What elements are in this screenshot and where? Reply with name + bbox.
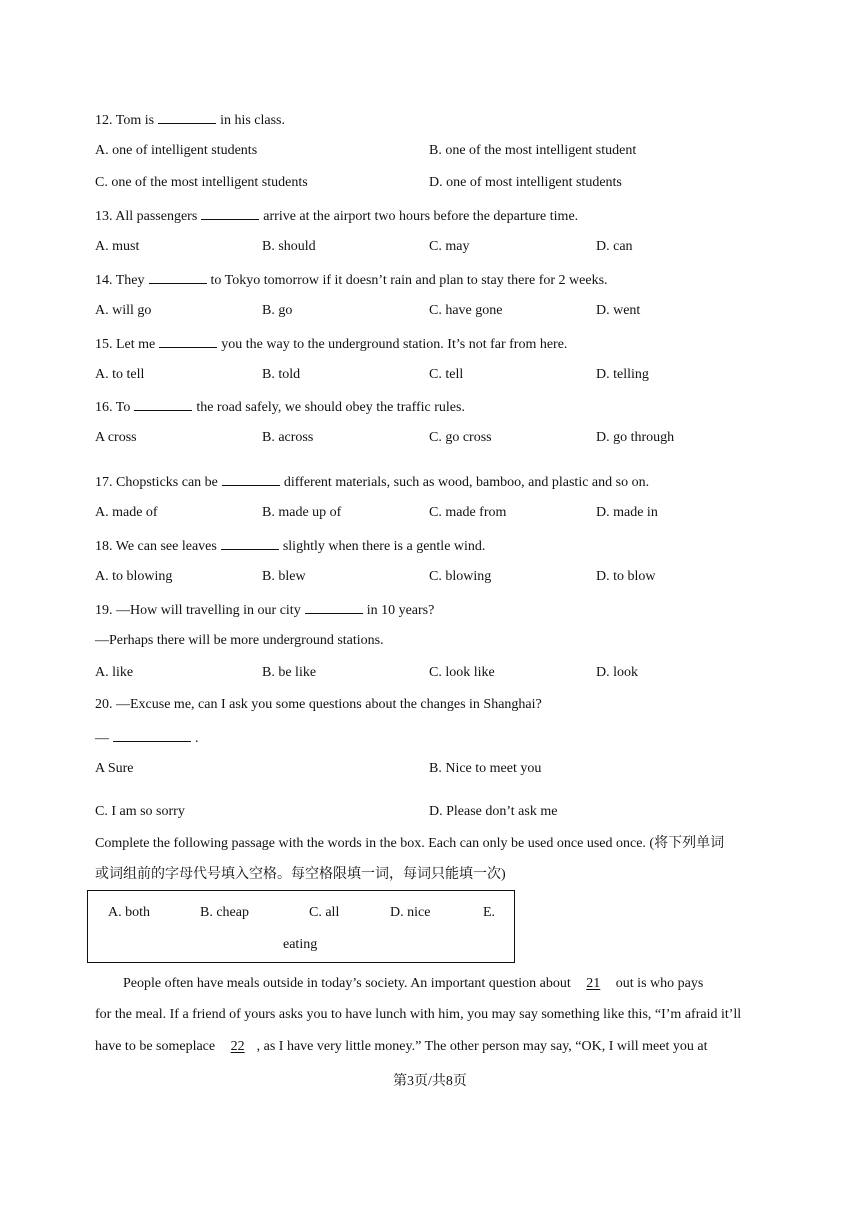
option-d[interactable]: D. went bbox=[596, 303, 641, 318]
passage-text: have to be someplace bbox=[95, 1039, 216, 1054]
question-text-after: arrive at the airport two hours before the departure time. bbox=[263, 209, 579, 224]
passage-line bbox=[123, 975, 703, 993]
period: . bbox=[195, 731, 199, 746]
option-b[interactable]: B. be like bbox=[262, 665, 317, 680]
passage-text: , as I have very little money.” The other person may say, “OK, I will meet you at bbox=[256, 1039, 708, 1054]
option-a[interactable]: A. like bbox=[95, 665, 134, 680]
word-box-item: A. both bbox=[108, 905, 150, 920]
option-c[interactable]: C. go cross bbox=[429, 430, 492, 445]
question-20-reply bbox=[95, 728, 199, 748]
question-text-after: different materials, such as wood, bamboo, and plastic and so on. bbox=[283, 475, 650, 490]
word-box-item: E. bbox=[483, 905, 496, 920]
page-footer: 第3页/共8页 bbox=[393, 1074, 467, 1089]
question-text-before: Chopsticks can be bbox=[116, 475, 218, 490]
option-c[interactable]: C. look like bbox=[429, 665, 495, 680]
option-a[interactable]: A. to blowing bbox=[95, 569, 173, 584]
answer-blank[interactable] bbox=[134, 397, 192, 411]
question-text-before: We can see leaves bbox=[115, 539, 217, 554]
question-number: 13. bbox=[95, 209, 113, 224]
option-b[interactable]: B. should bbox=[262, 239, 316, 254]
section-instructions-cn: 或词组前的字母代号填入空格。每空格限填一词，每词只能填一次) bbox=[95, 867, 506, 882]
question-number: 18. bbox=[95, 539, 113, 554]
question-text-after: the road safely, we should obey the traffic rules. bbox=[196, 400, 465, 415]
answer-blank[interactable] bbox=[149, 270, 207, 284]
passage-line: for the meal. If a friend of yours asks you to have lunch with him, you may say something like this, “I’m afraid it’ll bbox=[95, 1007, 742, 1022]
section-instructions: Complete the following passage with the words in the box. Each can only be used once used once. (将下列单词 bbox=[95, 836, 725, 851]
option-c[interactable]: C. tell bbox=[429, 367, 464, 382]
option-d[interactable]: D. one of most intelligent students bbox=[429, 175, 622, 190]
dash: — bbox=[95, 731, 109, 746]
answer-blank[interactable] bbox=[305, 600, 363, 614]
answer-blank[interactable] bbox=[201, 206, 259, 220]
option-c[interactable]: C. blowing bbox=[429, 569, 492, 584]
question-15-stem bbox=[95, 334, 567, 354]
option-d[interactable]: D. to blow bbox=[596, 569, 656, 584]
passage-blank-21[interactable]: 21 bbox=[586, 976, 601, 991]
option-a[interactable]: A. one of intelligent students bbox=[95, 143, 258, 158]
answer-blank[interactable] bbox=[159, 334, 217, 348]
question-text: —Excuse me, can I ask you some questions about the changes in Shanghai? bbox=[116, 697, 542, 712]
question-16-stem bbox=[95, 397, 465, 417]
passage-blank-22[interactable]: 22 bbox=[230, 1039, 245, 1054]
option-d[interactable]: D. made in bbox=[596, 505, 658, 520]
question-text-before: They bbox=[115, 273, 145, 288]
question-14-stem bbox=[95, 270, 608, 290]
answer-blank[interactable] bbox=[158, 110, 216, 124]
question-text-after: slightly when there is a gentle wind. bbox=[282, 539, 486, 554]
question-text-before: —How will travelling in our city bbox=[116, 603, 301, 618]
question-number: 16. bbox=[95, 400, 113, 415]
question-18-stem bbox=[95, 536, 485, 556]
option-a[interactable]: A. made of bbox=[95, 505, 158, 520]
option-b[interactable]: B. made up of bbox=[262, 505, 342, 520]
question-number: 20. bbox=[95, 697, 113, 712]
passage-text: People often have meals outside in today’s society. An important question about bbox=[123, 976, 571, 991]
passage-line bbox=[95, 1038, 707, 1056]
passage-text: out is who pays bbox=[615, 976, 704, 991]
question-12-stem bbox=[95, 110, 285, 130]
question-text-before: Let me bbox=[116, 337, 156, 352]
word-box-item: eating bbox=[283, 937, 318, 952]
word-box-item: B. cheap bbox=[200, 905, 249, 920]
answer-blank[interactable] bbox=[113, 728, 191, 742]
word-box-item: C. all bbox=[309, 905, 340, 920]
question-number: 14. bbox=[95, 273, 113, 288]
word-box-item: D. nice bbox=[390, 905, 431, 920]
option-b[interactable]: B. go bbox=[262, 303, 293, 318]
question-20-stem bbox=[95, 696, 542, 714]
option-a[interactable]: A. to tell bbox=[95, 367, 145, 382]
option-d[interactable]: D. telling bbox=[596, 367, 649, 382]
option-a[interactable]: A. will go bbox=[95, 303, 152, 318]
question-19-stem bbox=[95, 600, 434, 620]
option-d[interactable]: D. Please don’t ask me bbox=[429, 804, 558, 819]
question-text-after: in his class. bbox=[220, 113, 286, 128]
answer-blank[interactable] bbox=[221, 536, 279, 550]
question-number: 17. bbox=[95, 475, 113, 490]
option-c[interactable]: C. have gone bbox=[429, 303, 503, 318]
option-d[interactable]: D. look bbox=[596, 665, 638, 680]
option-b[interactable]: B. blew bbox=[262, 569, 306, 584]
question-text-after: to Tokyo tomorrow if it doesn’t rain and plan to stay there for 2 weeks. bbox=[210, 273, 608, 288]
option-b[interactable]: B. one of the most intelligent student bbox=[429, 143, 637, 158]
option-a[interactable]: A. must bbox=[95, 239, 140, 254]
answer-blank[interactable] bbox=[222, 472, 280, 486]
option-a[interactable]: A cross bbox=[95, 430, 137, 445]
question-text-before: To bbox=[115, 400, 131, 415]
option-b[interactable]: B. Nice to meet you bbox=[429, 761, 542, 776]
option-c[interactable]: C. made from bbox=[429, 505, 507, 520]
question-text-before: Tom is bbox=[115, 113, 155, 128]
option-d[interactable]: D. go through bbox=[596, 430, 675, 445]
option-c[interactable]: C. one of the most intelligent students bbox=[95, 175, 308, 190]
question-19-reply: —Perhaps there will be more underground stations. bbox=[95, 633, 384, 648]
option-a[interactable]: A Sure bbox=[95, 761, 134, 776]
question-text-after: you the way to the underground station. It’s not far from here. bbox=[221, 337, 568, 352]
question-13-stem bbox=[95, 206, 578, 226]
option-d[interactable]: D. can bbox=[596, 239, 633, 254]
question-17-stem bbox=[95, 472, 649, 492]
option-c[interactable]: C. may bbox=[429, 239, 470, 254]
question-number: 15. bbox=[95, 337, 113, 352]
question-number: 12. bbox=[95, 113, 113, 128]
question-number: 19. bbox=[95, 603, 113, 618]
option-c[interactable]: C. I am so sorry bbox=[95, 804, 185, 819]
option-b[interactable]: B. across bbox=[262, 430, 314, 445]
option-b[interactable]: B. told bbox=[262, 367, 301, 382]
question-text-after: in 10 years? bbox=[366, 603, 435, 618]
question-text-before: All passengers bbox=[115, 209, 198, 224]
